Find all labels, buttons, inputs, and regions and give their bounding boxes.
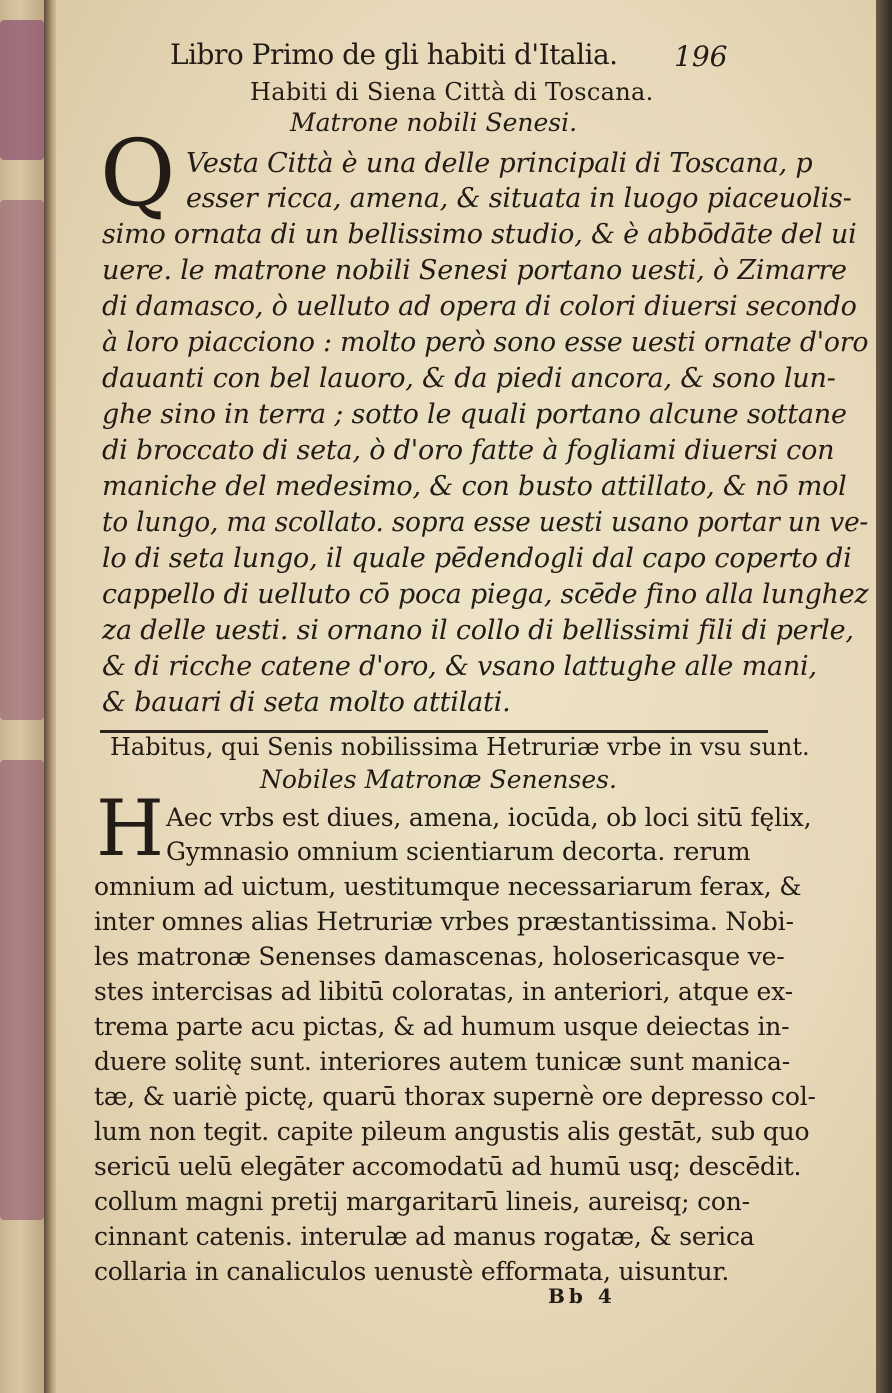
page-edge [876,0,892,1393]
illustration-fragment [0,20,44,160]
section-caption-latin: Nobiles Matronæ Senenses. [260,765,617,794]
signature-mark: Bb 4 [548,1284,616,1308]
text-line-italian: maniche del medesimo, & con busto attillato, & nō mol [102,471,847,502]
text-line-italian: ghe sino in terra ; sotto le quali portano alcune sottane [102,399,847,430]
text-line-latin: Aec vrbs est diues, amena, iocūda, ob loci sitū fęlix, [166,803,812,832]
text-line-latin: inter omnes alias Hetruriæ vrbes præstantissima. Nobi- [94,907,794,936]
text-line-latin: Gymnasio omnium scientiarum decorta. rerum [166,837,751,866]
text-line-latin: tæ, & uariè pictę, quarū thorax supernè ore depresso col- [94,1082,816,1111]
text-line-italian: & bauari di seta molto attilati. [102,687,511,718]
drop-cap-q: Q [100,120,176,227]
section-caption-italian: Matrone nobili Senesi. [290,108,578,137]
text-line-latin: collaria in canaliculos uenustè efformata, uisuntur. [94,1257,730,1286]
text-line-latin: cinnant catenis. interulæ ad manus rogatæ, & serica [94,1222,755,1251]
left-page-edge [0,0,50,1393]
text-line-italian: esser ricca, amena, & situata in luogo piaceuolis- [186,183,852,214]
text-line-latin: les matronæ Senenses damascenas, holosericasque ve- [94,942,785,971]
text-line-italian: di damasco, ò uelluto ad opera di colori diuersi secondo [102,291,857,322]
page-number: 196 [674,40,728,73]
illustration-fragment [0,760,44,1220]
text-line-italian: to lungo, ma scollato. sopra esse uesti usano portar un ve- [102,507,869,538]
text-line-italian: lo di seta lungo, il quale pēdendogli dal capo coperto di [102,543,852,574]
text-line-italian: cappello di uelluto cō poca piega, scēde fino alla lunghez [102,579,869,610]
text-line-italian: dauanti con bel lauoro, & da piedi ancora, & sono lun- [102,363,836,394]
text-line-latin: stes intercisas ad libitū coloratas, in anteriori, atque ex- [94,977,793,1006]
text-line-italian: à loro piacciono : molto però sono esse uesti ornate d'oro [102,327,869,358]
text-line-latin: sericū uelū elegāter accomodatū ad humū usq; descēdit. [94,1152,802,1181]
running-title: Libro Primo de gli habiti d'Italia. [170,38,618,71]
text-line-latin: collum magni pretij margaritarū lineis, aureisq; con- [94,1187,750,1216]
drop-cap-h: H [96,784,165,874]
text-line-italian: Vesta Città è una delle principali di Toscana, p [186,148,813,179]
text-line-italian: uere. le matrone nobili Senesi portano uesti, ò Zimarre [102,255,847,286]
text-line-italian: za delle uesti. si ornano il collo di bellissimi fili di perle, [102,615,854,646]
illustration-fragment [0,200,44,720]
text-line-latin: omnium ad uictum, uestitumque necessariarum ferax, & [94,872,802,901]
text-line-italian: simo ornata di un bellissimo studio, & è abbōdāte del ui [102,219,857,250]
text-line-latin: lum non tegit. capite pileum angustis alis gestāt, sub quo [94,1117,810,1146]
section-subtitle-latin: Habitus, qui Senis nobilissima Hetruriæ vrbe in vsu sunt. [110,733,810,761]
text-line-italian: di broccato di seta, ò d'oro fatte à fogliami diuersi con [102,435,835,466]
text-line-latin: trema parte acu pictas, & ad humum usque deiectas in- [94,1012,790,1041]
section-subtitle-italian: Habiti di Siena Città di Toscana. [250,78,654,106]
text-line-latin: duere solitę sunt. interiores autem tunicæ sunt manica- [94,1047,790,1076]
text-line-italian: & di ricche catene d'oro, & vsano lattughe alle mani, [102,651,817,682]
